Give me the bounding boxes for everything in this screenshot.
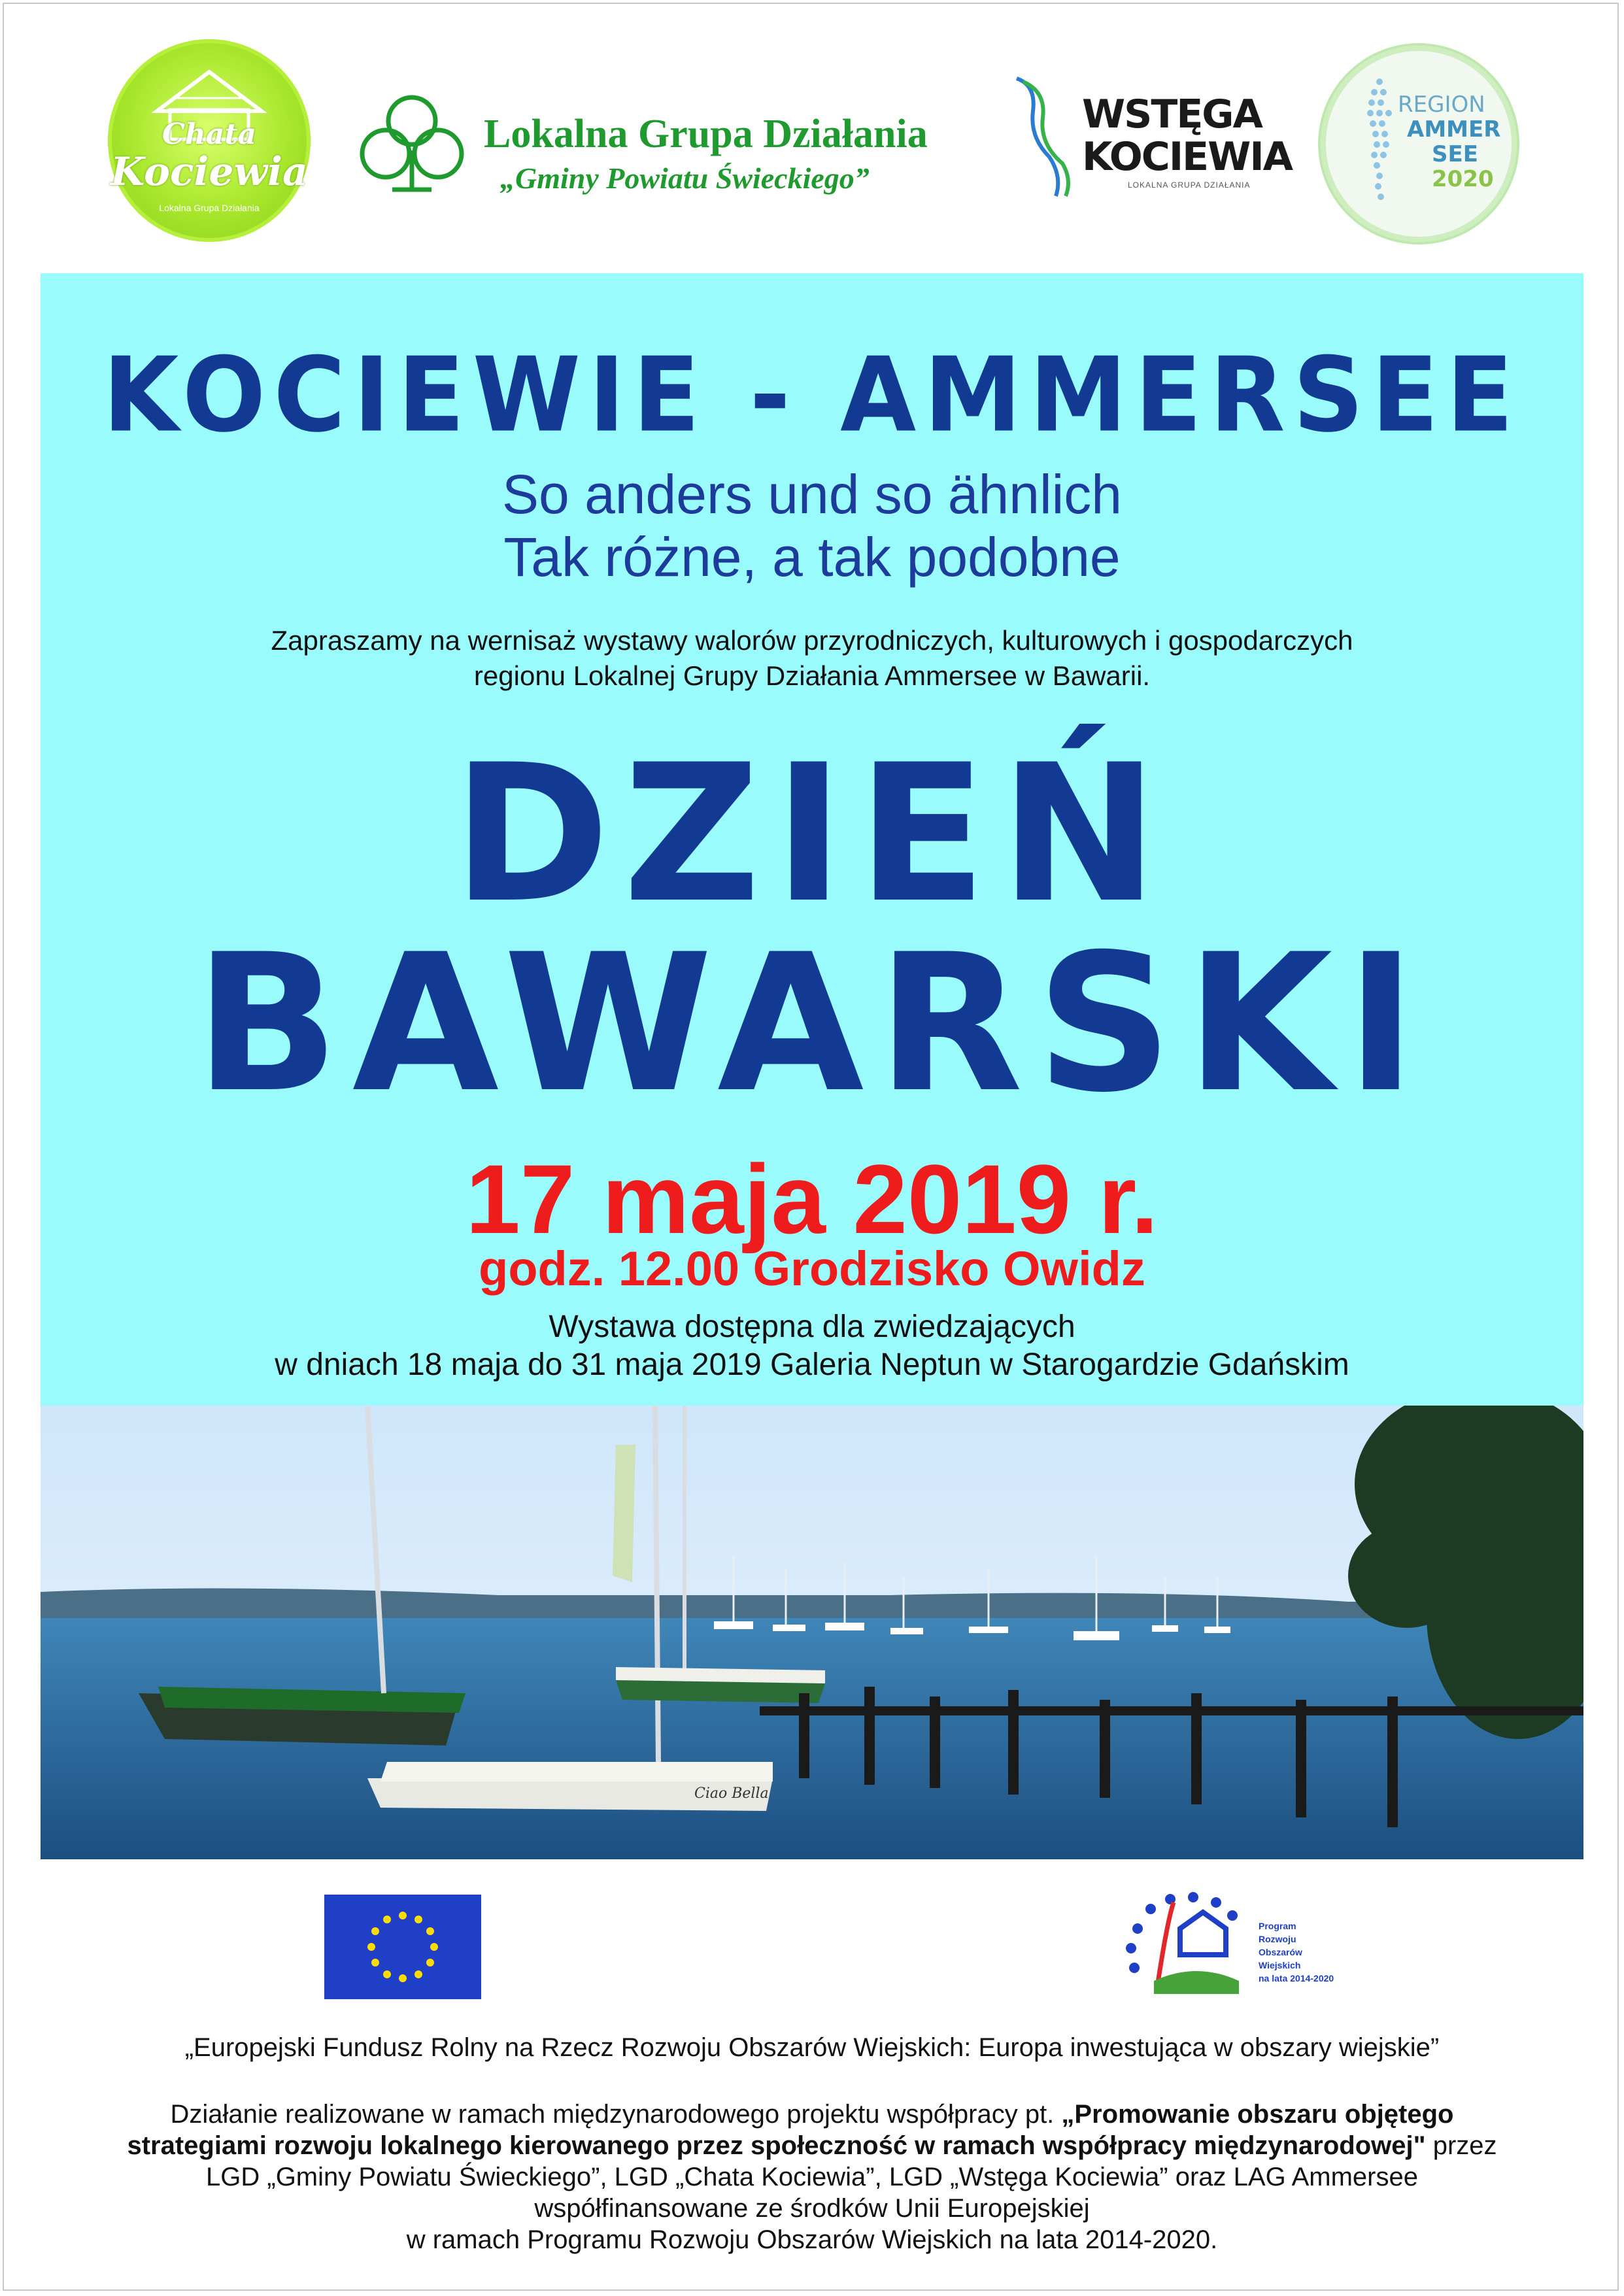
chata-line1: Chata — [161, 118, 257, 151]
action-line5: w ramach Programu Rozwoju Obszarów Wiejskich na lata 2014-2020. — [406, 2225, 1218, 2254]
event-time-place: godz. 12.00 Grodzisko Owidz — [479, 1241, 1145, 1296]
wstega-line3: LOKALNA GRUPA DZIAŁANIA — [1128, 180, 1251, 190]
eu-stars-icon — [324, 1895, 481, 1999]
project-title-part1: „Promowanie obszaru objętego — [1061, 2100, 1454, 2129]
action-line3: LGD „Gminy Powiatu Świeckiego”, LGD „Chata Kociewia”, LGD „Wstęga Kociewia” oraz LAG Ammersee — [206, 2163, 1418, 2191]
event-date: 17 maja 2019 r. — [465, 1144, 1159, 1254]
eu-flag — [324, 1895, 481, 1999]
prow-logo — [1118, 1883, 1334, 2001]
prow-line2: Rozwoju — [1259, 1934, 1296, 1944]
prow-line5: na lata 2014-2020 — [1259, 1973, 1334, 1984]
wstega-kociewia-logo — [1010, 72, 1293, 203]
chata-kociewia-logo — [108, 39, 311, 242]
prow-emblem-icon — [1118, 1883, 1255, 2001]
ammer-line2: AMMER — [1407, 116, 1501, 143]
lake-photo — [41, 1406, 1583, 1859]
project-title-part2: strategiami rozwoju lokalnego kierowanego przez społeczność w ramach współpracy międzynarodowej" — [127, 2131, 1426, 2160]
action-line1 — [0, 2100, 1624, 2129]
chata-line3: Lokalna Grupa Działania — [159, 203, 260, 213]
lgd-name: Lokalna Grupa Działania — [484, 112, 928, 156]
action-line1-text: Działanie realizowane w ramach międzynarodowego projektu współpracy pt. — [170, 2100, 1062, 2129]
lake-dots-icon — [1360, 75, 1399, 212]
clover-icon — [356, 92, 467, 196]
action-line2-text: przez — [1425, 2131, 1497, 2160]
ammer-line1: REGION — [1398, 92, 1485, 118]
prow-line1: Program — [1259, 1921, 1296, 1931]
wstega-line2: KOCIEWIA — [1082, 134, 1293, 180]
subtitle-german: So anders und so ähnlich — [502, 464, 1122, 525]
ammer-line4: 2020 — [1432, 166, 1494, 192]
ammer-line3: SEE — [1432, 141, 1478, 167]
prow-line3: Obszarów — [1259, 1947, 1302, 1957]
event-title-line2: BAWARSKI — [194, 914, 1430, 1134]
wstega-line1: WSTĘGA — [1082, 92, 1262, 137]
event-title-line1: DZIEŃ — [452, 724, 1172, 945]
boat-name-label: Ciao Bella — [694, 1785, 769, 1802]
invite-line2: regionu Lokalnej Grupy Działania Ammersee w Bawarii. — [473, 660, 1151, 691]
action-line4: współfinansowane ze środków Unii Europejskiej — [534, 2194, 1090, 2223]
subtitle-polish: Tak różne, a tak podobne — [503, 526, 1121, 588]
region-ammersee-logo — [1321, 46, 1517, 242]
exhibition-line1: Wystawa dostępna dla zwiedzających — [549, 1309, 1075, 1344]
action-line2 — [0, 2131, 1624, 2161]
prow-line4: Wiejskich — [1259, 1960, 1301, 1970]
headline: KOCIEWIE - AMMERSEE — [103, 335, 1521, 456]
lgd-subtitle: „Gminy Powiatu Świeckiego” — [500, 161, 870, 195]
exhibition-line2: w dniach 18 maja do 31 maja 2019 Galeria Neptun w Starogardzie Gdańskim — [275, 1347, 1349, 1382]
invite-line1: Zapraszamy na wernisaż wystawy walorów przyrodniczych, kulturowych i gospodarczych — [271, 625, 1353, 656]
main-panel — [41, 273, 1583, 1406]
fund-quote: „Europejski Fundusz Rolny na Rzecz Rozwoju Obszarów Wiejskich: Europa inwestująca w obszary wiejskie” — [184, 2033, 1440, 2062]
ribbon-map-icon — [1010, 72, 1082, 203]
chata-line2: Kociewia — [110, 149, 308, 195]
